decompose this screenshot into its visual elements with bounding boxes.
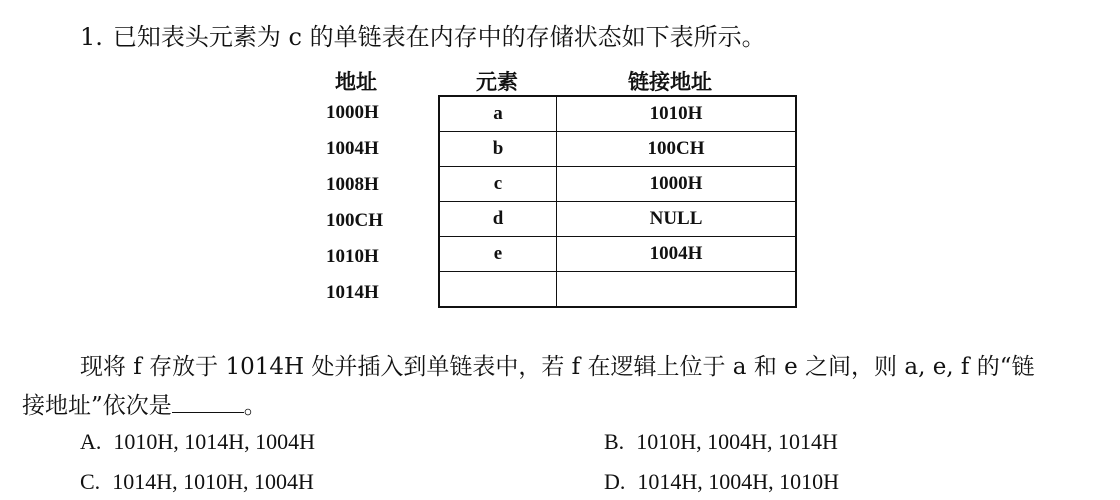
table-row — [439, 132, 796, 167]
answer-blank[interactable] — [172, 390, 244, 413]
element-cell: b — [439, 132, 557, 167]
option-text: 1010H, 1004H, 1014H — [636, 429, 838, 454]
link-cell — [557, 272, 797, 308]
paragraph-end: 。 — [243, 393, 267, 419]
option-letter: A. — [80, 429, 102, 454]
address-cell: 100CH — [326, 210, 383, 231]
table-row — [439, 167, 796, 202]
question-paragraph-line1: 现将 f 存放于 1014H 处并插入到单链表中，若 f 在逻辑上位于 a 和 e 之间，则 a, e, f 的“链 — [80, 354, 1035, 380]
header-link-address: 链接地址 — [628, 70, 712, 94]
header-address: 地址 — [335, 70, 377, 94]
paragraph-text: 接地址”依次是 — [22, 393, 172, 419]
option-a[interactable] — [80, 428, 315, 456]
table-row — [439, 96, 796, 132]
question-text: 已知表头元素为 c 的单链表在内存中的存储状态如下表所示。 — [112, 23, 766, 51]
option-text: 1010H, 1014H, 1004H — [113, 429, 316, 454]
table-row — [439, 237, 796, 272]
address-cell: 1008H — [326, 174, 379, 195]
option-text: 1014H, 1010H, 1004H — [112, 469, 314, 494]
question-paragraph-line2 — [22, 390, 267, 421]
memory-table — [438, 95, 797, 308]
address-cell: 1010H — [326, 246, 379, 267]
address-cell: 1014H — [326, 282, 379, 303]
question-stem — [80, 22, 766, 52]
element-cell: c — [439, 167, 557, 202]
option-letter: D. — [604, 469, 626, 494]
link-cell: 1004H — [557, 237, 797, 272]
option-letter: C. — [80, 469, 101, 494]
table-row — [439, 272, 796, 308]
link-cell: NULL — [557, 202, 797, 237]
table-row — [439, 202, 796, 237]
element-cell: e — [439, 237, 557, 272]
option-d[interactable] — [604, 468, 839, 496]
option-text: 1014H, 1004H, 1010H — [637, 469, 840, 494]
header-element: 元素 — [476, 70, 518, 94]
link-cell: 1000H — [557, 167, 797, 202]
element-cell: a — [439, 96, 557, 132]
link-cell: 100CH — [557, 132, 797, 167]
element-cell — [439, 272, 557, 308]
option-letter: B. — [604, 429, 625, 454]
address-cell: 1000H — [326, 102, 379, 123]
element-cell: d — [439, 202, 557, 237]
address-column — [326, 95, 416, 311]
option-c[interactable] — [80, 468, 314, 496]
question-number: 1. — [80, 23, 103, 51]
link-cell: 1010H — [557, 96, 797, 132]
address-cell: 1004H — [326, 138, 379, 159]
option-b[interactable] — [604, 428, 838, 456]
